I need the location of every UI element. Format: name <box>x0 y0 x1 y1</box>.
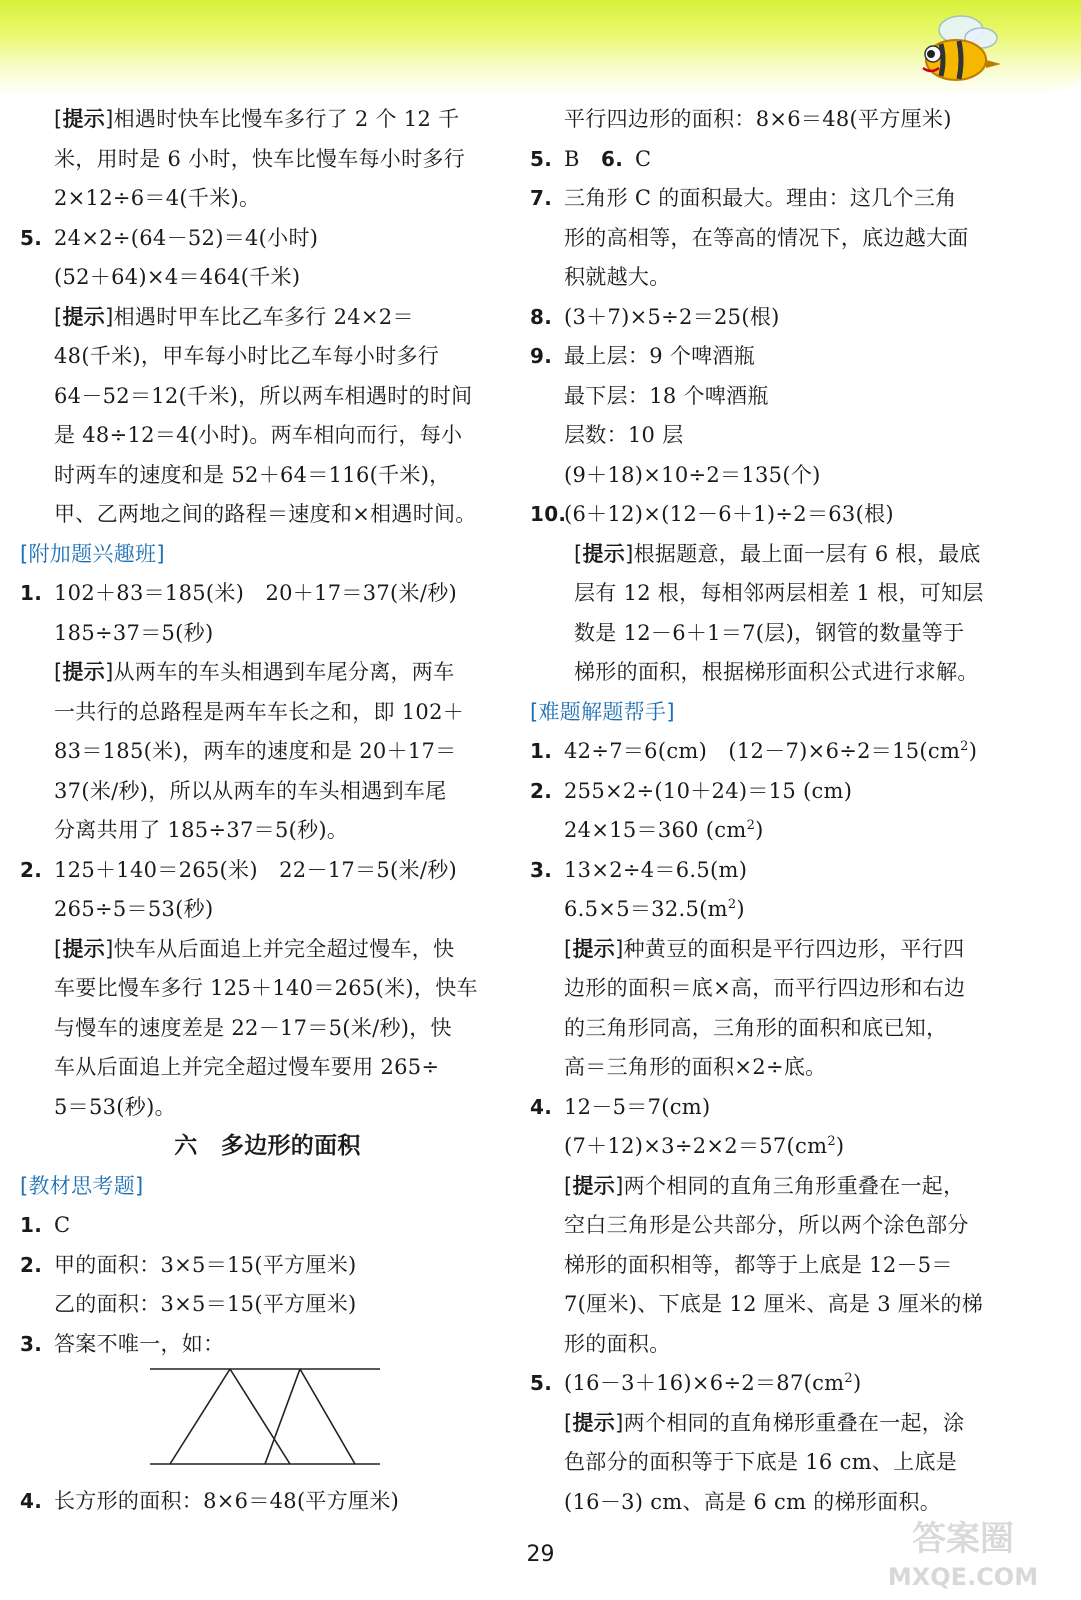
hint-line: 是 48÷12＝4(小时)。两车相向而行，每小 <box>54 423 463 447</box>
hint-line: 与慢车的速度差是 22－17＝5(米/秒)，快 <box>54 1015 452 1040</box>
hint-line: [提示]快车从后面追上并完全超过慢车，快 <box>54 936 455 961</box>
parallelogram-diagram-icon <box>150 1364 380 1474</box>
hint-line: [提示]两个相同的直角三角形重叠在一起， <box>564 1173 965 1198</box>
hint-line: 的三角形同高，三角形的面积和底已知， <box>564 1015 948 1040</box>
hint-line: [提示]两个相同的直角梯形重叠在一起，涂 <box>564 1410 965 1435</box>
hint-line: [提示]从两车的车头相遇到车尾分离，两车 <box>54 660 455 684</box>
hint-line: 甲、乙两地之间的路程＝速度和×相遇时间。 <box>54 502 477 526</box>
hint-line: [提示]相遇时甲车比乙车多行 24×2＝ <box>54 304 414 329</box>
hint-line: 分离共用了 185÷37＝5(秒)。 <box>54 818 349 842</box>
hint-line: 米，用时是 6 小时，快车比慢车每小时多行 <box>54 146 466 171</box>
hint-line: 数是 12－6＋1＝7(层)，钢管的数量等于 <box>574 620 965 645</box>
answer-line: 平行四边形的面积：8×6＝48(平方厘米) <box>564 107 952 131</box>
hint-line: 色部分的面积等于下底是 16 cm、上底是 <box>564 1450 958 1474</box>
answer-line: 9. 最上层：9 个啤酒瓶 <box>530 344 756 368</box>
answer-line: (9＋18)×10÷2＝135(个) <box>564 462 821 487</box>
watermark-logo-icon <box>863 1505 1063 1595</box>
hint-line: 83＝185(米)，两车的速度和是 20＋17＝ <box>54 739 457 763</box>
answer-line: 4. 长方形的面积：8×6＝48(平方厘米) <box>20 1489 400 1513</box>
hint-line: 梯形的面积相等，都等于上底是 12－5＝ <box>564 1252 953 1277</box>
hint-line: 车从后面追上并完全超过慢车要用 265÷ <box>54 1055 440 1079</box>
hint-line: 形的面积。 <box>564 1331 671 1356</box>
hint-line: 边形的面积＝底×高，而平行四边形和右边 <box>564 976 966 1000</box>
hint-line: [提示]种黄豆的面积是平行四边形，平行四 <box>564 936 965 961</box>
answer-line: 1. 42÷7＝6(cm) $(12-7)\times 6\div 2=15(cm^2)$ <box>530 739 978 763</box>
hint-line: 空白三角形是公共部分，所以两个涂色部分 <box>564 1213 969 1237</box>
answer-line: 3. 13×2÷4＝6.5(m) <box>530 857 748 882</box>
answer-line: $(7+12)\times 3\div 2\times 2=57(cm^2)$ <box>564 1134 845 1158</box>
hint-line: 层有 12 根，每相邻两层相差 1 根，可知层 <box>574 581 984 605</box>
page-number: 29 <box>526 1542 555 1567</box>
answer-line: 265÷5＝53(秒) <box>54 897 214 921</box>
answer-line: 积就越大。 <box>564 265 671 289</box>
hint-line: 64－52＝12(千米)，所以两车相遇时的时间 <box>54 383 473 408</box>
right-column <box>530 100 1060 1522</box>
hint-line: 车要比慢车多行 125＋140＝265(米)，快车 <box>54 976 478 1000</box>
answer-line: 10.(6＋12)×(12－6＋1)÷2＝63(根) <box>530 502 894 526</box>
section-heading-textbook: [教材思考题] <box>20 1173 144 1198</box>
answer-line: 5. B 6. C <box>530 146 652 171</box>
answer-line: 4. 12－5＝7(cm) <box>530 1094 711 1119</box>
answer-line: 最下层：18 个啤酒瓶 <box>564 383 769 408</box>
watermark-line1: 答案圈 <box>912 1519 1014 1559</box>
hint-line: 一共行的总路程是两车车长之和，即 102＋ <box>54 699 465 724</box>
answer-line: 3. 答案不唯一，如： <box>20 1331 225 1356</box>
section-heading-hard: [难题解题帮手] <box>530 699 675 724</box>
answer-line: 1. 102＋83＝185(米) 20＋17＝37(米/秒) <box>20 581 457 605</box>
watermark-line2: MXQE.COM <box>887 1563 1039 1591</box>
answer-line: 1. C <box>20 1213 71 1237</box>
answer-line: 5. $(16-3+16)\times 6\div 2=87(cm^2)$ <box>530 1371 862 1395</box>
answer-line: 24×15＝360 $(cm^2)$ <box>564 818 764 842</box>
header-banner <box>0 0 1081 95</box>
hint-line: (16－3) cm、高是 6 cm 的梯形面积。 <box>564 1489 942 1514</box>
hint-line: 7(厘米)、下底是 12 厘米、高是 3 厘米的梯 <box>564 1292 984 1316</box>
parallelogram-figure <box>20 1364 515 1482</box>
answer-line: $6.5\times 5=32.5(m^2)$ <box>564 897 745 921</box>
chapter-title: 六 多边形的面积 <box>174 1133 361 1159</box>
left-column <box>20 100 515 1522</box>
answer-line: 2. 甲的面积：3×5＝15(平方厘米) <box>20 1252 357 1277</box>
answer-line: 乙的面积：3×5＝15(平方厘米) <box>54 1292 357 1316</box>
answer-line: 5. 24×2÷(64－52)＝4(小时) <box>20 225 319 250</box>
hint-line: [提示]相遇时快车比慢车多行了 2 个 12 千 <box>54 107 460 131</box>
answer-line: 层数：10 层 <box>564 423 684 447</box>
hint-line: [提示]根据题意，最上面一层有 6 根，最底 <box>574 541 981 566</box>
hint-line: 37(米/秒)，所以从两车的车头相遇到车尾 <box>54 778 447 803</box>
answer-line: 7. 三角形 C 的面积最大。理由：这几个三角 <box>530 186 957 210</box>
answer-line: 形的高相等，在等高的情况下，底边越大面 <box>564 225 969 250</box>
answer-line: (52＋64)×4＝464(千米) <box>54 265 301 289</box>
hint-line: 2×12÷6＝4(千米)。 <box>54 186 261 210</box>
hint-line: 梯形的面积，根据梯形面积公式进行求解。 <box>574 660 979 684</box>
hint-line: 5＝53(秒)。 <box>54 1094 176 1119</box>
answer-line: 2. 255×2÷(10＋24)＝15 (cm) <box>530 778 853 803</box>
answer-line: 2. 125＋140＝265(米) 22－17＝5(米/秒) <box>20 857 457 882</box>
hint-line: 48(千米)，甲车每小时比乙车每小时多行 <box>54 344 440 368</box>
hint-line: 时两车的速度和是 52＋64＝116(千米)， <box>54 462 451 487</box>
answer-line: 185÷37＝5(秒) <box>54 620 214 645</box>
answer-line: 8. (3＋7)×5÷2＝25(根) <box>530 304 780 329</box>
hint-line: 高＝三角形的面积×2÷底。 <box>564 1055 827 1079</box>
bee-mascot-icon <box>901 10 1011 90</box>
section-heading-extra: [附加题兴趣班] <box>20 541 165 566</box>
